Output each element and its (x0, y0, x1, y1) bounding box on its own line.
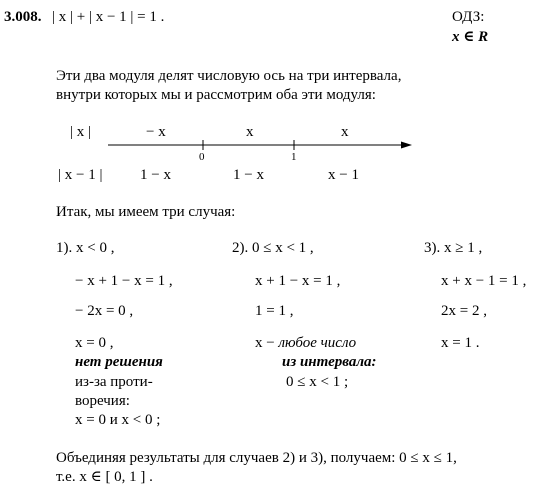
case2-result-prefix: x − (255, 335, 279, 351)
problem-number: 3.008. (4, 9, 42, 25)
case3-line-3: x = 1 . (441, 335, 480, 351)
row1-value-3: x (341, 124, 349, 140)
case2-result-italic: любое число (278, 335, 357, 351)
row2-value-2: 1 − x (233, 167, 264, 183)
case1-line-1: − x + 1 − x = 1 , (75, 273, 173, 289)
case1-note-3: x = 0 и x < 0 ; (75, 412, 161, 428)
odz-domain: x ∈ R (452, 29, 489, 45)
axis-arrowhead (401, 142, 412, 149)
case3-line-1: x + x − 1 = 1 , (441, 273, 527, 289)
case3-line-2: 2x = 2 , (441, 303, 487, 319)
case2-result (255, 334, 356, 352)
problem-equation: | x | + | x − 1 | = 1 . (52, 9, 165, 25)
odz-label: ОДЗ: (452, 9, 485, 25)
case1-no-solution: нет решения (75, 354, 163, 370)
case3-header: 3). x ≥ 1 , (424, 240, 483, 256)
intro-line-2: внутри которых мы и рассмотрим оба эти модуля: (56, 87, 376, 103)
row1-value-2: x (246, 124, 254, 140)
tick-label-0: 0 (199, 151, 205, 163)
case1-line-2: − 2x = 0 , (75, 303, 134, 319)
row2-value-1: 1 − x (140, 167, 171, 183)
intro-line-1: Эти два модуля делят числовую ось на три интервала, (56, 68, 402, 84)
case1-header: 1). x < 0 , (56, 240, 115, 256)
row2-label: | x − 1 | (58, 167, 103, 183)
conclusion-line-2: т.е. x ∈ [ 0, 1 ] . (56, 469, 153, 485)
case2-interval-note: из интервала: (282, 354, 377, 370)
case2-interval: 0 ≤ x < 1 ; (286, 374, 349, 390)
case1-line-3: x = 0 , (75, 335, 114, 351)
case2-header: 2). 0 ≤ x < 1 , (232, 240, 314, 256)
case2-line-2: 1 = 1 , (255, 303, 294, 319)
cases-summary: Итак, мы имеем три случая: (56, 204, 236, 220)
row1-value-1: − x (146, 124, 166, 140)
row2-value-3: x − 1 (328, 167, 359, 183)
row1-label: | x | (70, 124, 92, 140)
case1-note-1: из-за проти- (75, 374, 153, 390)
conclusion-line-1: Объединяя результаты для случаев 2) и 3), получаем: 0 ≤ x ≤ 1, (56, 450, 457, 466)
case2-line-1: x + 1 − x = 1 , (255, 273, 341, 289)
tick-label-1: 1 (291, 151, 297, 163)
case1-note-2: воречия: (75, 393, 130, 409)
